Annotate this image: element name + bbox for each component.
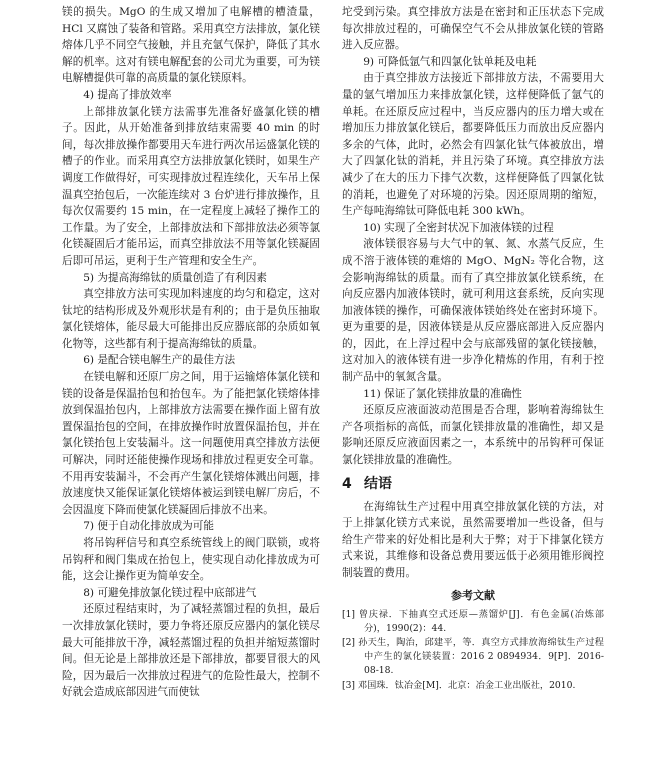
paragraph: 还原反应液面波动范围是否合理，影响着海绵钛生产各项指标的高低，而氯化镁排放量的准确性，却又是影响还原反应液面因素之一，本系统中的吊钩秤可保证氯化镁排放量的准确性。 <box>342 404 604 467</box>
section-number: 4 <box>342 475 352 492</box>
left-column <box>62 4 320 701</box>
paragraph: 上部排放氯化镁方法需事先准备好盛氯化镁的槽子。因此，从开始准备到排放结束需要 40 min 的时间，每次排放操作都要用天车进行两次吊运盛氯化镁的槽子的作业。而采用真空方法排放氯化镁时，如果生产调度工作做得好，可实现排放过程连续化，天车吊上保温真空抬包后，一次能连续对 3 台炉进行排放操作，且每次仅需要约 15 min，在一定程度上减轻了操作工的工作量。为了安全，上部排放法和下部排放法必须等氯化镁凝固后才能吊运，而真空排放法不用等氯化镁凝固后即可吊运，更利于生产管理和安全生产。 <box>62 105 320 267</box>
paragraph: 在镁电解和还原厂房之间，用于运输熔体氯化镁和镁的设备是保温抬包和抬包车。为了能把氯化镁熔体排放到保温抬包内，上部排放方法需要在操作面上留有放置保温抬包的空间，在排放操作时放置保温抬包，并在氯化镁抬包上安装漏斗。这一问题使用真空排放方法便可解决，同时还能使操作现场和排放过程更安全可靠。不用再安装漏斗，不会再产生氯化镁熔体溅出问题，排放速度快又能保证氯化镁熔体被运到镁电解厂房后，不会因温度下降而使氯化镁凝固后排放不出来。 <box>62 371 320 516</box>
paragraph: 镁的损失。MgO 的生成又增加了电解槽的槽渣量，HCl 又腐蚀了装备和管路。采用真空方法排放，氯化镁熔体几乎不同空气接触，并且充氩气保护，降低了其水解的机率。这对有镁电解配套的公司尤为重要，可为镁电解槽提供可靠的高质量的氯化镁原料。 <box>62 6 320 85</box>
section-title: 结语 <box>364 475 392 492</box>
subsection-heading: 10) 实现了全密封状况下加液体镁的过程 <box>363 221 554 234</box>
subsection-heading: 5) 为提高海绵钛的质量创造了有利因素 <box>83 271 267 284</box>
reference-item: [2] 孙天生，陶治，邱建平，等．真空方式排放海绵钛生产过程中产生的氯化镁装置：2016 2 0894934．9[P]．2016-08-18. <box>342 637 604 677</box>
subsection-heading: 8) 可避免排放氯化镁过程中底部进气 <box>83 586 257 599</box>
references-heading: 参考文献 <box>451 588 495 602</box>
paragraph: 真空排放方法可实现加料速度的均匀和稳定，这对钛坨的结构形成及外观形状是有利的；由于是负压抽取氯化镁熔体，能尽最大可能排出反应器底部的杂质如氧化物等，这些都有利于提高海绵钛的质量。 <box>62 288 320 350</box>
paragraph: 由于真空排放方法接近下部排放方法，不需要用大量的氩气增加压力来排放氯化镁，这样便降低了氩气的单耗。在还原反应过程中，当反应器内的压力增大或在增加压力排放氯化镁后，都要降低压力而放出反应器内多余的气体，此时，必然会有四氯化钛气体被放出，增大了四氯化钛的消耗，并且污染了环境。真空排放方法减少了在大的压力下排气次数，这样便降低了四氯化钛的消耗，也避免了对环境的污染。因还原周期的缩短，生产每吨海绵钛可降低电耗 300 kWh。 <box>342 72 604 218</box>
right-column <box>342 4 604 693</box>
subsection-heading: 6) 是配合镁电解生产的最佳方法 <box>83 354 236 367</box>
subsection-heading: 4) 提高了排放效率 <box>83 88 172 101</box>
subsection-heading: 11) 保证了氯化镁排放量的准确性 <box>363 387 522 400</box>
subsection-heading: 7) 便于自动化排放成为可能 <box>83 520 214 533</box>
paragraph: 将吊钩秤信号和真空系统管线上的阀门联锁，或将吊钩秤和阀门集成在抬包上，使实现自动化排放成为可能，这会让操作更为简单安全。 <box>62 537 320 583</box>
section-heading <box>342 473 604 495</box>
subsection-heading: 9) 可降低氩气和四氯化钛单耗及电耗 <box>363 55 537 68</box>
paragraph: 液体镁很容易与大气中的氧、氮、水蒸气反应，生成不溶于液体镁的难熔的 MgO、MgN₂ 等化合物，这会影响海绵钛的质量。而有了真空排放氯化镁系统，在向反应器内加液体镁时，就可利用这套系统，反向实现加液体镁的操作，可确保液体镁始终处在密封环境下。更为重要的是，因液体镁是从反应器底部进入反应器内的，因此，在上浮过程中会与底部残留的氯化镁接触，这对加入的液体镁有进一步净化精炼的作用，有利于控制产品中的氧氮含量。 <box>342 238 604 384</box>
paragraph: 坨受到污染。真空排放方法是在密封和正压状态下完成每次排放过程的，可确保空气不会从排放氯化镁的管路进入反应器。 <box>342 6 604 52</box>
reference-item: [3] 邓国珠．钛冶金[M]．北京：冶金工业出版社，2010. <box>342 679 576 691</box>
paragraph: 还原过程结束时，为了减轻蒸馏过程的负担，最后一次排放氯化镁时，要力争将还原反应器内的氯化镁尽最大可能排放干净，减轻蒸馏过程的负担并缩短蒸馏时间。但无论是上部排放还是下部排放，都要冒很大的风险，因为最后一次排放过程进气的危险性最大，控制不好就会造成底部因进气而使钛 <box>62 603 320 699</box>
reference-item: [1] 曾庆禄．下抽真空式还原—蒸馏炉[J]．有色金属(冶炼部分)，1990(2)：44. <box>342 608 604 634</box>
conclusion-paragraph: 在海绵钛生产过程中用真空排放氯化镁的方法，对于上排氯化镁方式来说，虽然需要增加一些设备，但与给生产带来的好处相比是利大于弊；对于下排氯化镁方式来说，其维修和设备总费用要远低于必须用锥形阀控制装置的费用。 <box>342 500 604 579</box>
